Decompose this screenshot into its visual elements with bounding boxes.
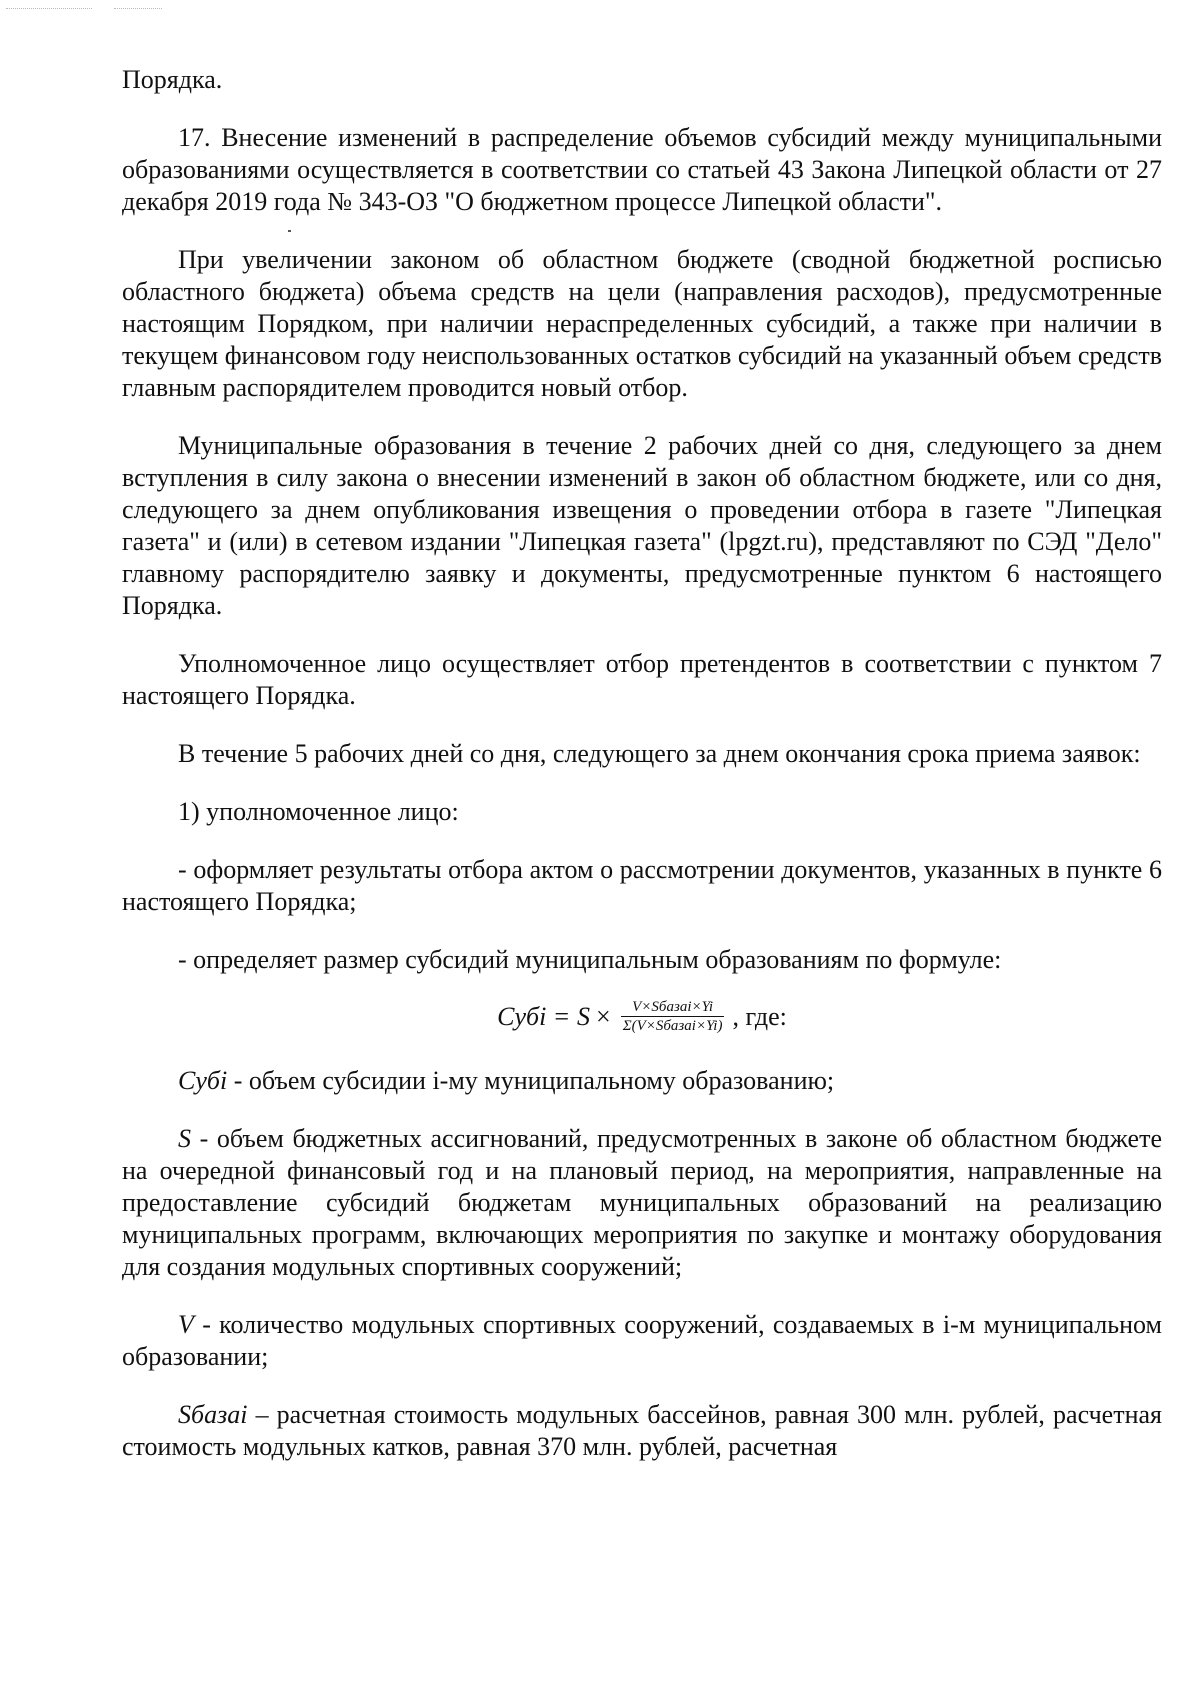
formula-times: × xyxy=(596,1001,611,1031)
list-item-act: - оформляет результаты отбора актом о рассмотрении документов, указанных в пункте 6 настоящего Порядка; xyxy=(122,855,1162,916)
paragraph-budget-increase: При увеличении законом об областном бюджете (сводной бюджетной росписью областного бюджета) объема средств на цели (направления расходов), предусмотренные настоящим Порядком, при наличии нераспределенных субсидий, а также при наличии в текущем финансовом году неиспользованных остатков субсидий на указанный объем средств главным распорядителем проводится новый отбор. xyxy=(122,245,1162,402)
formula-s: S xyxy=(577,1001,591,1031)
definition-text: - объем субсидии i-му муниципальному образованию; xyxy=(227,1066,835,1095)
definition-text: - объем бюджетных ассигнований, предусмотренных в законе об областном бюджете на очередной финансовый год и на плановый период, на мероприятия, направленные на предоставление субсидий бюджетам муниципальных образований на реализацию муниципальных программ, включающих мероприятия по закупке и монтажу оборудования для создания модульных спортивных сооружений; xyxy=(122,1124,1162,1281)
scan-artifact xyxy=(6,8,92,9)
formula-where: , где: xyxy=(732,1001,787,1031)
definition-term: V xyxy=(178,1310,194,1339)
definition-term: S xyxy=(178,1124,191,1153)
formula-lhs: Субi xyxy=(497,1001,547,1031)
paragraph-municipal-application: Муниципальные образования в течение 2 рабочих дней со дня, следующего за днем вступления в силу закона о внесении изменений в закон об областном бюджете, или со дня, следующего за днем опубликования извещения о проведении отбора в газете "Липецкая газета" и (или) в сетевом издании "Липецкая газета" (lpgzt.ru), представляют по СЭД "Дело" главному распорядителю заявку и документы, предусмотренные пунктом 6 настоящего Порядка. xyxy=(122,431,1162,620)
definition-text: – расчетная стоимость модульных бассейнов, равная 300 млн. рублей, расчетная стоимость модульных катков, равная 370 млн. рублей, расчетная xyxy=(122,1400,1162,1461)
scan-artifact xyxy=(114,8,162,9)
definition-text: - количество модульных спортивных сооружений, создаваемых в i-м муниципальном образовании; xyxy=(122,1310,1162,1371)
definition-term: Sбазаi xyxy=(178,1400,248,1429)
paragraph-five-days: В течение 5 рабочих дней со дня, следующего за днем окончания срока приема заявок: xyxy=(178,739,1141,768)
definition-subi xyxy=(122,1065,1162,1097)
definition-sbaza xyxy=(122,1399,1162,1463)
paragraph-continuation: Порядка. xyxy=(122,65,223,94)
document-body xyxy=(122,64,1162,1489)
formula-equals: = xyxy=(554,1001,570,1031)
definition-term: Субi xyxy=(178,1066,228,1095)
formula-denominator: Σ(V×Sбазаi×Yi) xyxy=(622,1018,723,1034)
definition-v xyxy=(122,1309,1162,1373)
list-item-authorized-person: 1) уполномоченное лицо: xyxy=(178,797,459,826)
formula-fraction xyxy=(621,998,725,1035)
definition-s xyxy=(122,1123,1162,1283)
paragraph-selection: Уполномоченное лицо осуществляет отбор претендентов в соответствии с пунктом 7 настоящего Порядка. xyxy=(122,649,1162,710)
formula-numerator: V×Sбазаi×Yi xyxy=(632,999,714,1015)
list-item-formula-intro: - определяет размер субсидий муниципальным образованиям по формуле: xyxy=(178,945,1002,974)
paragraph-item-17: 17. Внесение изменений в распределение объемов субсидий между муниципальными образованиями осуществляется в соответствии со статьей 43 Закона Липецкой области от 27 декабря 2019 года № 343-ОЗ "О бюджетном процессе Липецкой области". xyxy=(122,123,1162,216)
subsidy-formula xyxy=(122,998,1162,1035)
